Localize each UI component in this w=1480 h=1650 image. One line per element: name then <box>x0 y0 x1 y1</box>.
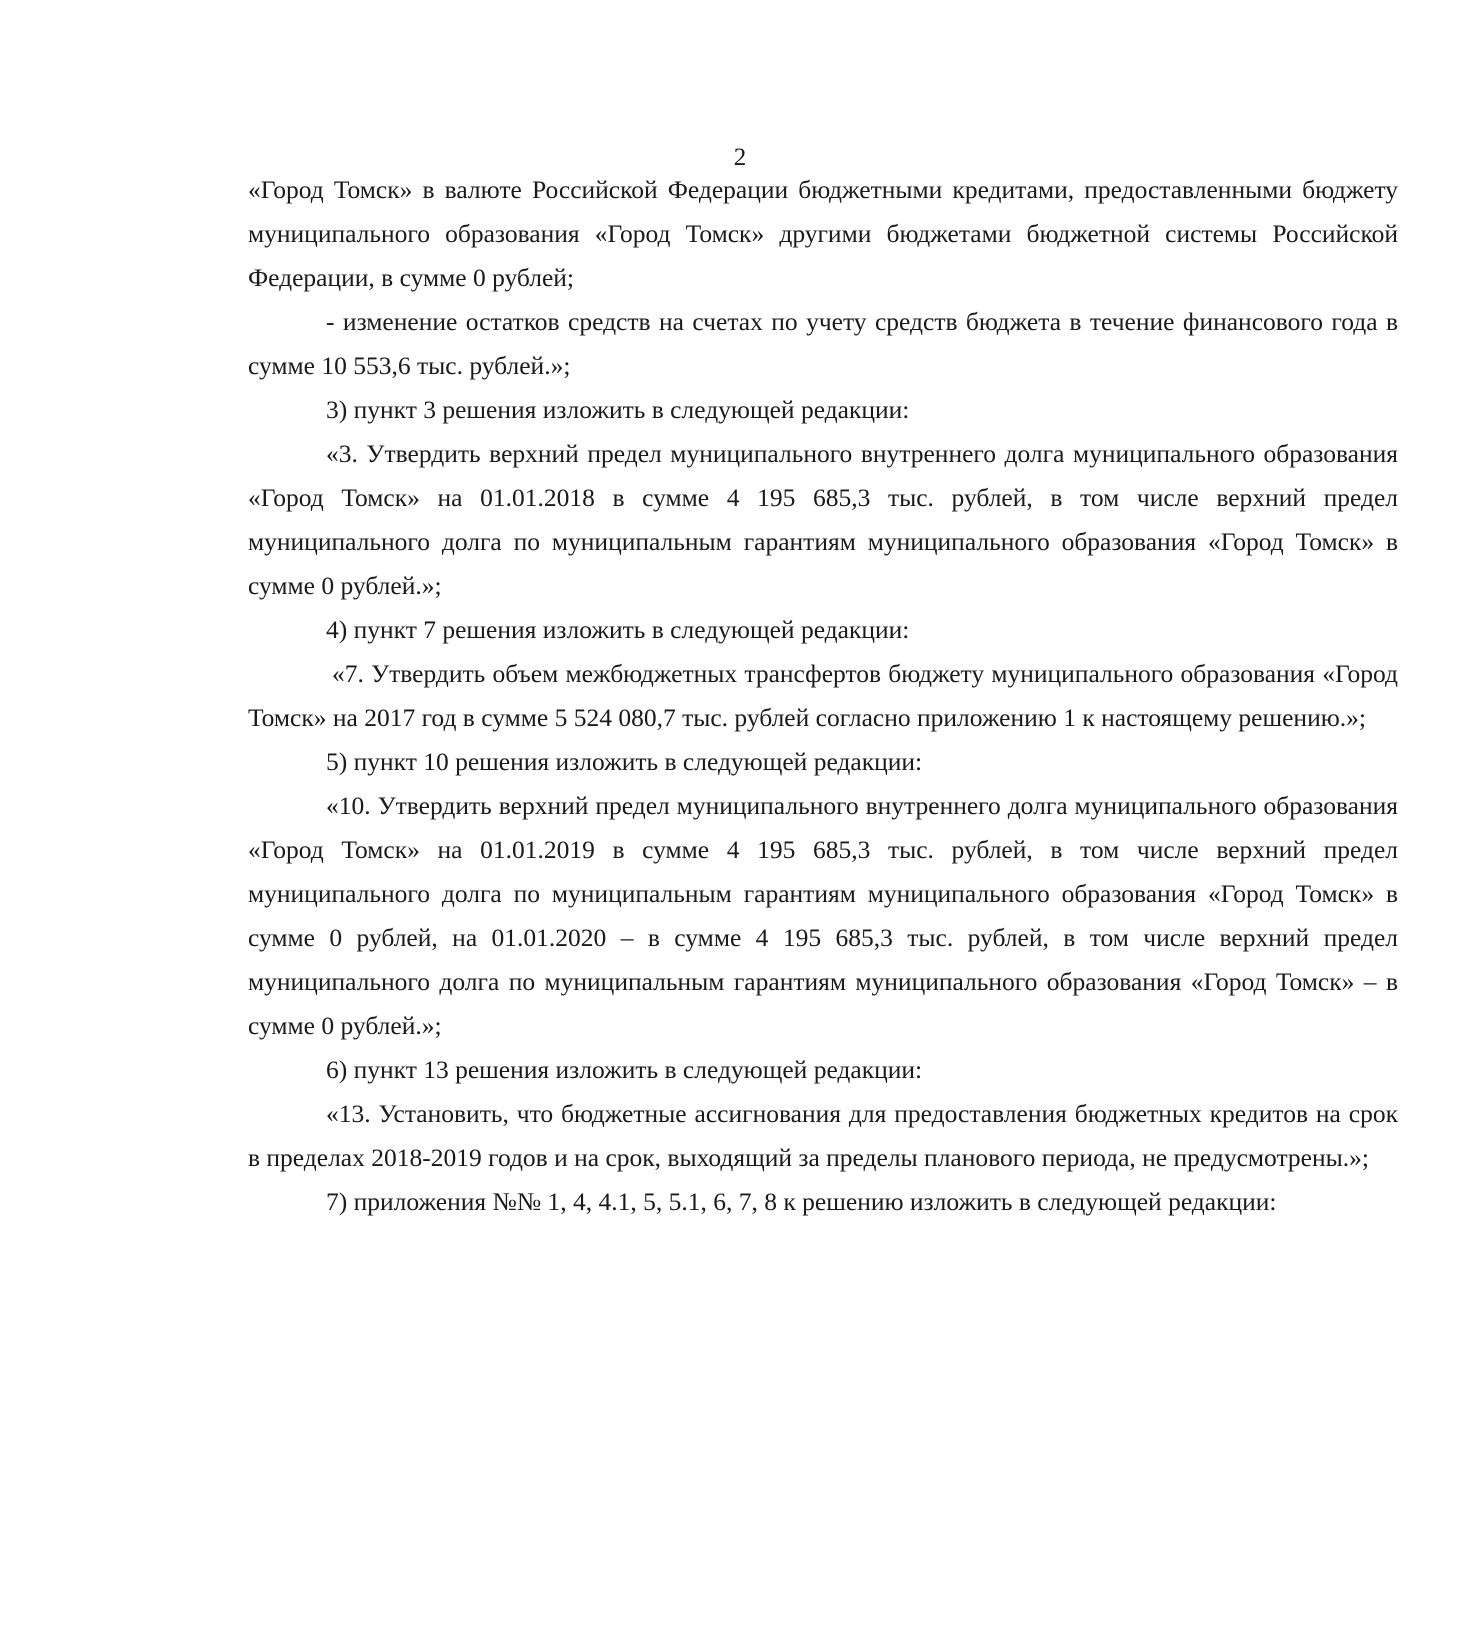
paragraph-item-3-heading: 3) пункт 3 решения изложить в следующей редакции: <box>326 395 910 424</box>
paragraph-item-5-text: «10. Утвердить верхний предел муниципального внутреннего долга муниципального образования «Город Томск» на 01.01.2019 в сумме 4 195 685,3 тыс. рублей, в том числе верхний предел муниципального долга по муниципальным гарантиям муниципального образования «Город Томск» в сумме 0 рублей, на 01.01.2020 – в сумме 4 195 685,3 тыс. рублей, в том числе верхний предел муниципального долга по муниципальным гарантиям муниципального образования «Город Томск» – в сумме 0 рублей.»; <box>248 791 1398 1040</box>
page-number: 2 <box>733 144 747 171</box>
paragraph-continuation: «Город Томск» в валюте Российской Федерации бюджетными кредитами, предоставленными бюджету муниципального образования «Город Томск» другими бюджетами бюджетной системы Российской Федерации, в сумме 0 рублей; <box>248 175 1398 292</box>
document-body <box>248 168 1398 1428</box>
paragraph-item-6-heading: 6) пункт 13 решения изложить в следующей редакции: <box>326 1055 923 1084</box>
paragraph-item-3-text: «3. Утвердить верхний предел муниципального внутреннего долга муниципального образования «Город Томск» на 01.01.2018 в сумме 4 195 685,3 тыс. рублей, в том числе верхний предел муниципального долга по муниципальным гарантиям муниципального образования «Город Томск» в сумме 0 рублей.»; <box>248 439 1398 600</box>
paragraph-item-7-heading: 7) приложения №№ 1, 4, 4.1, 5, 5.1, 6, 7, 8 к решению изложить в следующей редакции: <box>326 1187 1277 1216</box>
paragraph-item-6-text: «13. Установить, что бюджетные ассигнования для предоставления бюджетных кредитов на срок в пределах 2018-2019 годов и на срок, выходящий за пределы планового периода, не предусмотрены.»; <box>248 1099 1398 1172</box>
paragraph-item-4-text: «7. Утвердить объем межбюджетных трансфертов бюджету муниципального образования «Город Томск» на 2017 год в сумме 5 524 080,7 тыс. рублей согласно приложению 1 к настоящему решению.»; <box>248 659 1398 732</box>
paragraph-balance-change: - изменение остатков средств на счетах по учету средств бюджета в течение финансового года в сумме 10 553,6 тыс. рублей.»; <box>248 307 1398 380</box>
paragraph-item-4-heading: 4) пункт 7 решения изложить в следующей редакции: <box>326 615 910 644</box>
document-text <box>248 168 1398 1224</box>
paragraph-item-5-heading: 5) пункт 10 решения изложить в следующей редакции: <box>326 747 923 776</box>
